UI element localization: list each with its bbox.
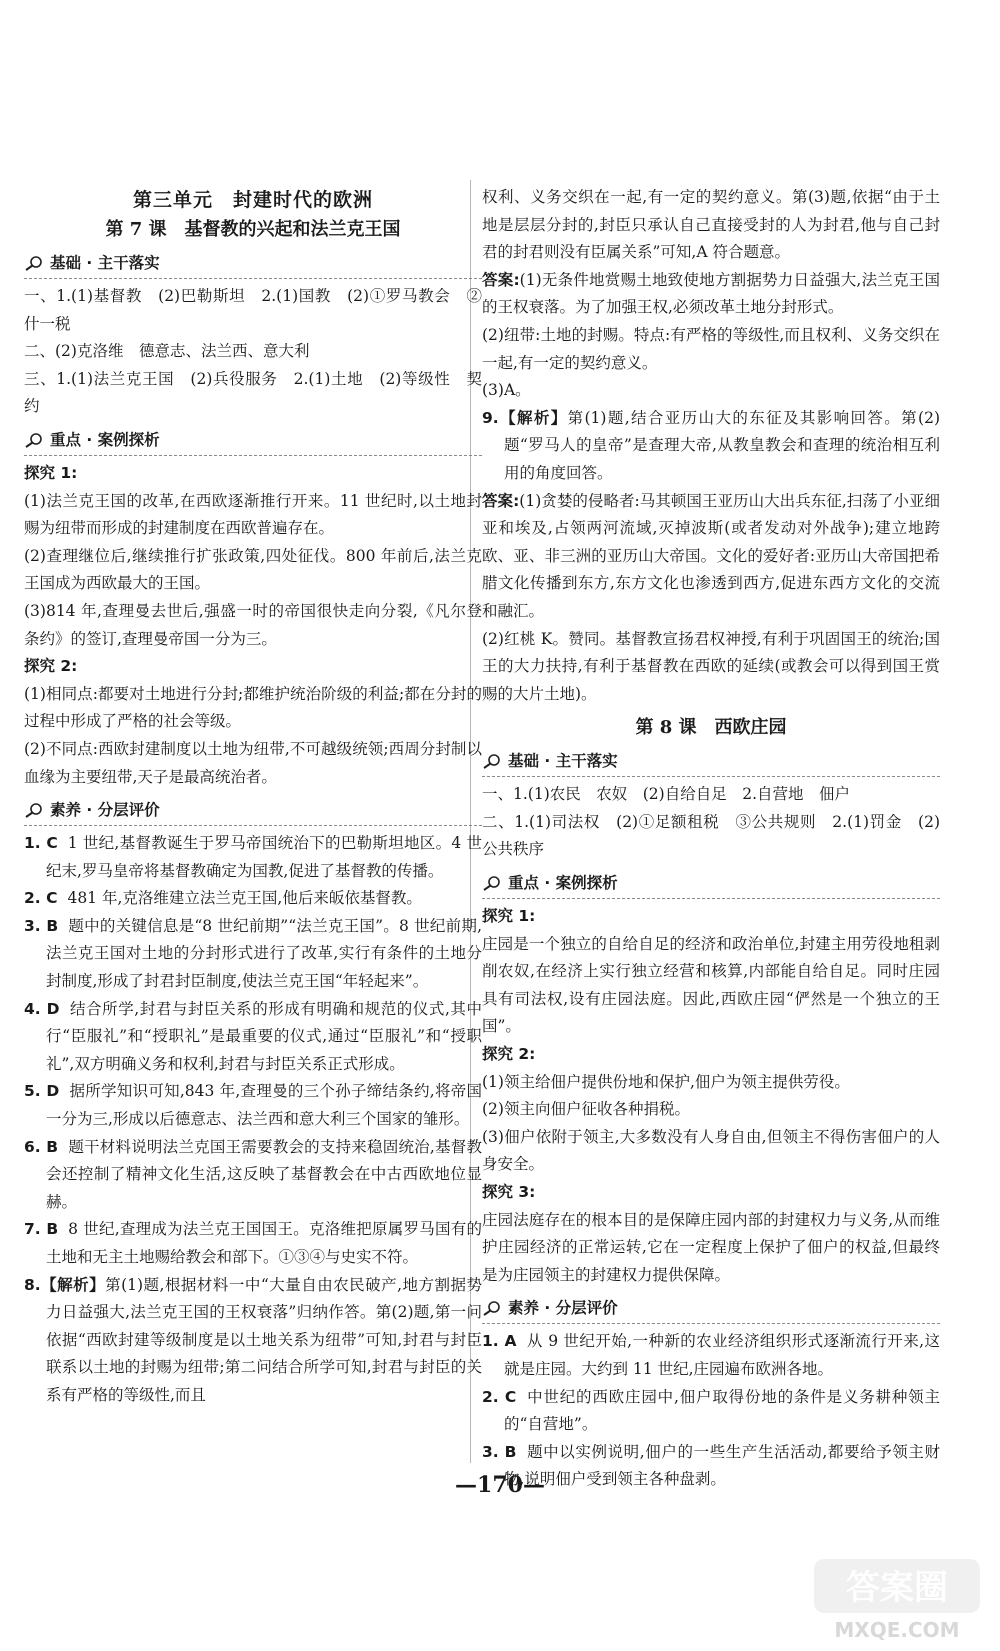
answer-item bbox=[482, 1328, 940, 1383]
answer-key: 1. A bbox=[482, 1332, 517, 1351]
section-evaluation bbox=[24, 797, 482, 823]
answer-label: 答案: bbox=[482, 491, 520, 510]
basics-line: 二、(2)克洛维 德意志、法兰西、意大利 bbox=[24, 342, 310, 361]
answer-item bbox=[24, 1078, 482, 1133]
section-label: 基础 · 主干落实 bbox=[50, 254, 160, 272]
inquiry-line: (2)查理继位后,继续推行扩张政策,四处征伐。800 年前后,法兰克王国成为西欧最大的王国。 bbox=[24, 546, 482, 593]
answer-explanation: 481 年,克洛维建立法兰克王国,他后来皈依基督教。 bbox=[67, 889, 422, 908]
section-label: 素养 · 分层评价 bbox=[50, 801, 160, 820]
inquiry-line: (1)法兰克王国的改革,在西欧逐渐推行开来。11 世纪时,以土地封赐为纽带而形成的封建制度在西欧普遍存在。 bbox=[24, 491, 482, 538]
answer-key: 2. C bbox=[482, 1387, 517, 1406]
answer-line: (3)A。 bbox=[482, 381, 531, 400]
answer-key: 7. B bbox=[24, 1220, 59, 1239]
section-label: 重点 · 案例探析 bbox=[50, 430, 160, 449]
basics-line: 三、1.(1)法兰克王国 (2)兵役服务 2.(1)土地 (2)等级性 契约 bbox=[24, 369, 482, 416]
inquiry-heading: 探究 2: bbox=[24, 657, 78, 676]
inquiry-heading: 探究 3: bbox=[482, 1183, 536, 1201]
unit-title: 第三单元 封建时代的欧洲 bbox=[132, 189, 373, 211]
answer-item-9 bbox=[482, 405, 940, 488]
left-column bbox=[24, 180, 482, 1410]
section-key-points bbox=[24, 427, 482, 453]
page-number: —170— bbox=[455, 1472, 545, 1498]
answer-explanation: 8 世纪,查理成为法兰克王国国王。克洛维把原属罗马国有的土地和无主土地赐给教会和部下。①③④与史实不符。 bbox=[46, 1220, 482, 1266]
answer-explanation: 1 世纪,基督教诞生于罗马帝国统治下的巴勒斯坦地区。4 世纪末,罗马皇帝将基督教确定为国教,促进了基督教的传播。 bbox=[46, 834, 482, 880]
section-rule bbox=[482, 898, 940, 899]
section-key-points bbox=[482, 870, 940, 896]
inquiry-line: (3)814 年,查理曼去世后,强盛一时的帝国很快走向分裂,《凡尔登条约》的签订,查理曼帝国一分为三。 bbox=[24, 601, 482, 648]
answer-explanation: 结合所学,封君与封臣关系的形成有明确和规范的仪式,其中行“臣服礼”和“授职礼”是最重要的仪式,通过“臣服礼”和“授职礼”,双方明确义务和权利,封君与封臣关系正式形成。 bbox=[46, 999, 482, 1073]
answer-key: 5. D bbox=[24, 1082, 60, 1101]
section-rule bbox=[24, 825, 482, 826]
answer-label: 答案: bbox=[482, 270, 520, 289]
magnifier-icon bbox=[24, 432, 44, 448]
right-column bbox=[482, 184, 940, 1494]
section-basics bbox=[482, 748, 940, 774]
answer-key: 8. bbox=[24, 1275, 41, 1294]
answer-line: (1)贪婪的侵略者:马其顿国王亚历山大出兵东征,扫荡了小亚细亚和埃及,占领两河流域,灭掉波斯(或者发动对外战争);建立地跨欧、亚、非三洲的亚历山大帝国。文化的爱好者:亚历山大帝国把希腊文化传播到东方,东方文化也渗透到西方,促进东西方文化的交流和融汇。 bbox=[482, 491, 940, 620]
section-rule bbox=[482, 1323, 940, 1324]
answer-explanation: 题中的关键信息是“8 世纪前期”“法兰克王国”。8 世纪前期,法兰克王国对土地的分封形式进行了改革,实行有条件的土地分封制度,形成了封君封臣制度,使法兰克王国“年轻起来”。 bbox=[46, 916, 483, 991]
magnifier-icon bbox=[482, 1300, 502, 1316]
answer-explanation: 题中以实例说明,佃户的一些生产生活活动,都要给予领主财物,说明佃户受到领主各种盘剥。 bbox=[504, 1442, 940, 1489]
watermark-url: MXQE.COM bbox=[834, 1618, 960, 1642]
answer-key: 3. B bbox=[482, 1442, 517, 1461]
answer-key: 4. D bbox=[24, 999, 60, 1018]
watermark-logo bbox=[812, 1555, 982, 1643]
answer-item bbox=[24, 1216, 482, 1271]
section-label: 重点 · 案例探析 bbox=[508, 874, 618, 893]
answer-key: 9. bbox=[482, 408, 499, 427]
lesson-8-title: 第 8 课 西欧庄园 bbox=[635, 717, 787, 739]
answer-item bbox=[24, 913, 482, 996]
answer-explanation: 中世纪的西欧庄园中,佃户取得份地的条件是义务耕种领主的“自营地”。 bbox=[504, 1387, 940, 1434]
lesson-7-title: 第 7 课 基督教的兴起和法兰克王国 bbox=[105, 219, 401, 240]
answer-line: (2)纽带:土地的封赐。特点:有严格的等级性,而且权利、义务交织在一起,有一定的契约意义。 bbox=[482, 325, 940, 372]
continued-text: 权利、义务交织在一起,有一定的契约意义。第(3)题,依据“由于土地是层层分封的,封臣只承认自己直接受封的人为封君,他与自己封君的封君则没有臣属关系”可知,A 符合题意。 bbox=[482, 188, 940, 262]
section-rule bbox=[482, 776, 940, 777]
answer-explanation: 第(1)题,结合亚历山大的东征及其影响回答。第(2)题“罗马人的皇帝”是查理大帝,从教皇教会和查理的统治相互利用的角度回答。 bbox=[504, 408, 940, 482]
basics-line: 一、1.(1)农民 农奴 (2)自给自足 2.自营地 佃户 bbox=[482, 785, 850, 804]
answer-block bbox=[482, 488, 940, 626]
analysis-tag: 【解析】 bbox=[40, 1275, 106, 1294]
magnifier-icon bbox=[482, 753, 502, 769]
section-basics bbox=[24, 250, 482, 276]
section-label: 素养 · 分层评价 bbox=[508, 1299, 618, 1318]
inquiry-line: (3)佃户依附于领主,大多数没有人身自由,但领主不得伤害佃户的人身安全。 bbox=[482, 1127, 940, 1174]
inquiry-heading: 探究 1: bbox=[482, 907, 536, 926]
answer-explanation: 据所学知识可知,843 年,查理曼的三个孙子缔结条约,将帝国一分为三,形成以后德意志、法兰西和意大利三个国家的雏形。 bbox=[46, 1082, 483, 1129]
inquiry-line: (2)领主向佃户征收各种捐税。 bbox=[482, 1100, 690, 1119]
magnifier-icon bbox=[24, 802, 44, 818]
inquiry-line: 庄园法庭存在的根本目的是保障庄园内部的封建权力与义务,从而维护庄园经济的正常运转,它在一定程度上保护了佃户的权益,但最终是为庄园领主的封建权力提供保障。 bbox=[482, 1210, 940, 1284]
answer-key: 3. B bbox=[24, 916, 59, 935]
answer-item bbox=[24, 885, 482, 913]
section-label: 基础 · 主干落实 bbox=[508, 752, 618, 771]
basics-line: 一、1.(1)基督教 (2)巴勒斯坦 2.(1)国教 (2)①罗马教会 ②什一税 bbox=[24, 287, 482, 333]
answer-block bbox=[482, 267, 940, 322]
answer-explanation: 题干材料说明法兰克国王需要教会的支持来稳固统治,基督教会还控制了精神文化生活,这反映了基督教会在中古西欧地位显赫。 bbox=[46, 1137, 482, 1211]
watermark-text: 答案圈 bbox=[846, 1568, 948, 1608]
inquiry-heading: 探究 2: bbox=[482, 1045, 536, 1064]
inquiry-line: (1)相同点:都要对土地进行分封;都维护统治阶级的利益;都在分封的过程中形成了严格的社会等级。 bbox=[24, 684, 482, 731]
answer-explanation: 第(1)题,根据材料一中“大量自由农民破产,地方割据势力日益强大,法兰克王国的王权衰落”归纳作答。第(2)题,第一问依据“西欧封建等级制度是以土地关系为纽带”可知,封君与封臣联系以土地的封赐为纽带;第二问结合所学可知,封君与封臣的关系有严格的等级性,而且 bbox=[46, 1275, 482, 1404]
analysis-tag: 【解析】 bbox=[498, 408, 568, 427]
section-evaluation bbox=[482, 1295, 940, 1321]
answer-item bbox=[24, 996, 482, 1079]
inquiry-line: (2)不同点:西欧封建制度以土地为纽带,不可越级统领;西周分封制以血缘为主要纽带,天子是最高统治者。 bbox=[24, 739, 482, 786]
answer-item bbox=[24, 830, 482, 885]
answer-line: (1)无条件地赏赐土地致使地方割据势力日益强大,法兰克王国的王权衰落。为了加强王权,必须改革土地分封形式。 bbox=[482, 270, 940, 317]
magnifier-icon bbox=[24, 255, 44, 271]
section-rule bbox=[24, 455, 482, 456]
section-rule bbox=[24, 278, 482, 279]
answer-explanation: 从 9 世纪开始,一种新的农业经济组织形式逐渐流行开来,这就是庄园。大约到 11 世纪,庄园遍布欧洲各地。 bbox=[504, 1332, 940, 1378]
basics-line: 二、1.(1)司法权 (2)①足额租税 ③公共规则 2.(1)罚金 (2)公共秩序 bbox=[482, 812, 940, 859]
answer-item bbox=[24, 1134, 482, 1217]
answer-line: (2)红桃 K。赞同。基督教宣扬君权神授,有利于巩固国王的统治;国王的大力扶持,有利于基督教在西欧的延续(或教会可以得到国王赏赐的大片土地)。 bbox=[482, 629, 940, 703]
inquiry-line: (1)领主给佃户提供份地和保护,佃户为领主提供劳役。 bbox=[482, 1072, 850, 1091]
answer-key: 1. C bbox=[24, 834, 58, 853]
inquiry-line: 庄园是一个独立的自给自足的经济和政治单位,封建主用劳役地租剥削农奴,在经济上实行独立经营和核算,内部能自给自足。同时庄园具有司法权,设有庄园法庭。因此,西欧庄园“俨然是一个独立的王国”。 bbox=[482, 934, 940, 1036]
answer-item-8 bbox=[24, 1272, 482, 1410]
answer-key: 6. B bbox=[24, 1137, 59, 1156]
inquiry-heading: 探究 1: bbox=[24, 463, 78, 482]
answer-item bbox=[482, 1384, 940, 1439]
answer-key: 2. C bbox=[24, 889, 58, 908]
magnifier-icon bbox=[482, 875, 502, 891]
